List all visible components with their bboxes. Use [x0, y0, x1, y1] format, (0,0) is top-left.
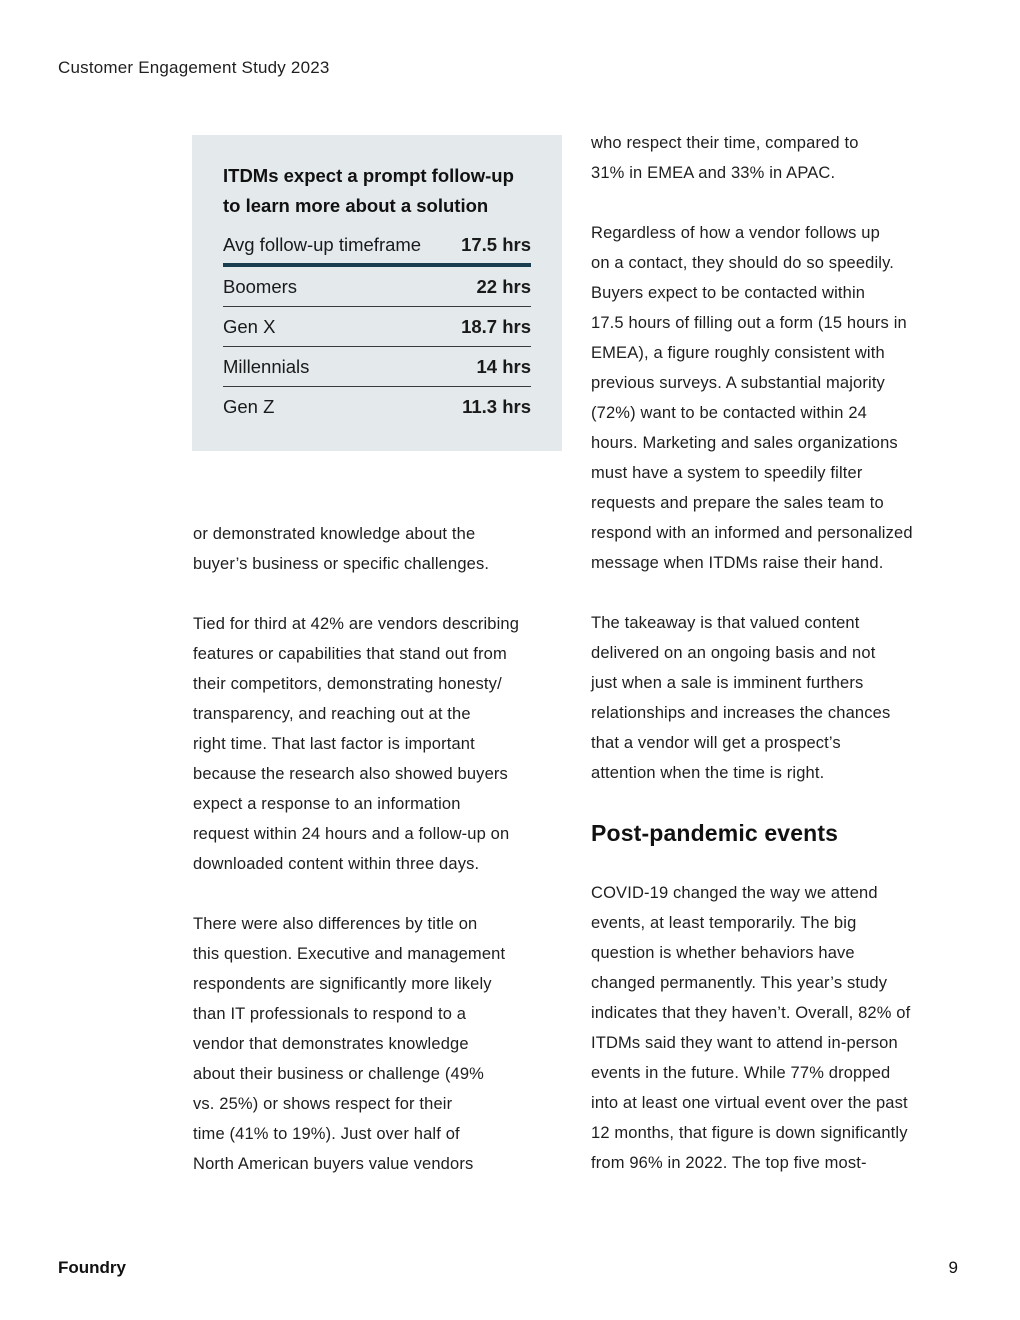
text-line: than IT professionals to respond to a	[193, 1005, 467, 1023]
text-line: into at least one virtual event over the past	[591, 1094, 908, 1112]
text-line: 17.5 hours of filling out a form (15 hours in	[591, 314, 907, 332]
text-line: hours. Marketing and sales organizations	[591, 434, 898, 452]
text-line: expect a response to an information	[193, 795, 461, 813]
running-header: Customer Engagement Study 2023	[58, 58, 330, 77]
text-line: on a contact, they should do so speedily.	[591, 254, 895, 272]
stat-label: Millennials	[223, 355, 310, 377]
stat-value: 11.3 hrs	[462, 395, 531, 417]
callout-title	[223, 161, 531, 221]
text-line: delivered on an ongoing basis and not	[591, 644, 876, 662]
followup-callout-box	[192, 135, 562, 451]
page-number: 9	[948, 1258, 958, 1277]
text-line: previous surveys. A substantial majority	[591, 374, 885, 392]
body-paragraph	[591, 878, 963, 1178]
left-text-column	[193, 519, 565, 1179]
text-line: respond with an informed and personalized	[591, 524, 913, 542]
text-line: (72%) want to be contacted within 24	[591, 404, 867, 422]
text-line: request within 24 hours and a follow-up on	[193, 825, 510, 843]
callout-title-line: ITDMs expect a prompt follow-up	[223, 165, 514, 186]
text-line: changed permanently. This year’s study	[591, 974, 888, 992]
stat-value: 14 hrs	[476, 355, 531, 377]
section-heading: Post-pandemic events	[591, 820, 839, 846]
text-line: EMEA), a figure roughly consistent with	[591, 344, 885, 362]
stat-label: Avg follow-up timeframe	[223, 234, 422, 255]
text-line: buyer’s business or specific challenges.	[193, 555, 490, 573]
text-line: COVID-19 changed the way we attend	[591, 884, 878, 902]
body-paragraph	[591, 218, 963, 578]
text-line: Tied for third at 42% are vendors describing	[193, 615, 520, 633]
text-line: respondents are significantly more likely	[193, 975, 492, 993]
body-paragraph	[193, 609, 565, 879]
text-line: 31% in EMEA and 33% in APAC.	[591, 164, 836, 182]
text-line: downloaded content within three days.	[193, 855, 480, 873]
text-line: attention when the time is right.	[591, 764, 825, 782]
text-line: their competitors, demonstrating honesty/	[193, 675, 502, 693]
callout-title-line: to learn more about a solution	[223, 195, 489, 216]
text-line: Regardless of how a vendor follows up	[591, 224, 880, 242]
body-paragraph	[193, 519, 565, 579]
stat-label: Gen X	[223, 315, 276, 337]
stat-value: 18.7 hrs	[461, 315, 531, 337]
body-paragraph	[591, 128, 963, 188]
text-line: that a vendor will get a prospect’s	[591, 734, 841, 752]
right-text-column	[591, 128, 963, 1178]
text-line: who respect their time, compared to	[591, 134, 859, 152]
text-line: relationships and increases the chances	[591, 704, 891, 722]
footer-brand-logo: Foundry	[58, 1258, 126, 1277]
text-line: from 96% in 2022. The top five most-	[591, 1154, 867, 1172]
stat-row-gen-x	[223, 307, 531, 347]
text-line: because the research also showed buyers	[193, 765, 508, 783]
stat-value: 17.5 hrs	[461, 234, 531, 255]
text-line: about their business or challenge (49%	[193, 1065, 484, 1083]
text-line: vendor that demonstrates knowledge	[193, 1035, 469, 1053]
stat-row-gen-z	[223, 387, 531, 426]
text-line: features or capabilities that stand out from	[193, 645, 507, 663]
text-line: The takeaway is that valued content	[591, 614, 860, 632]
body-paragraph	[591, 608, 963, 788]
text-line: ITDMs said they want to attend in-person	[591, 1034, 898, 1052]
text-line: right time. That last factor is important	[193, 735, 475, 753]
text-line: events in the future. While 77% dropped	[591, 1064, 891, 1082]
stat-row-millennials	[223, 347, 531, 387]
text-line: indicates that they haven’t. Overall, 82% of	[591, 1004, 911, 1022]
stat-row-boomers	[223, 267, 531, 307]
text-line: vs. 25%) or shows respect for their	[193, 1095, 453, 1113]
text-line: requests and prepare the sales team to	[591, 494, 884, 512]
text-line: just when a sale is imminent furthers	[591, 674, 864, 692]
text-line: North American buyers value vendors	[193, 1155, 474, 1173]
stat-label: Gen Z	[223, 395, 275, 417]
text-line: question is whether behaviors have	[591, 944, 855, 962]
stat-value: 22 hrs	[476, 275, 531, 297]
text-line: this question. Executive and management	[193, 945, 506, 963]
stat-label: Boomers	[223, 275, 298, 297]
text-line: events, at least temporarily. The big	[591, 914, 857, 932]
text-line: There were also differences by title on	[193, 915, 478, 933]
text-line: 12 months, that figure is down significantly	[591, 1124, 908, 1142]
body-paragraph	[193, 909, 565, 1179]
text-line: time (41% to 19%). Just over half of	[193, 1125, 460, 1143]
avg-followup-row	[223, 227, 531, 267]
text-line: must have a system to speedily filter	[591, 464, 863, 482]
text-line: message when ITDMs raise their hand.	[591, 554, 884, 572]
text-line: Buyers expect to be contacted within	[591, 284, 866, 302]
text-line: or demonstrated knowledge about the	[193, 525, 476, 543]
text-line: transparency, and reaching out at the	[193, 705, 471, 723]
